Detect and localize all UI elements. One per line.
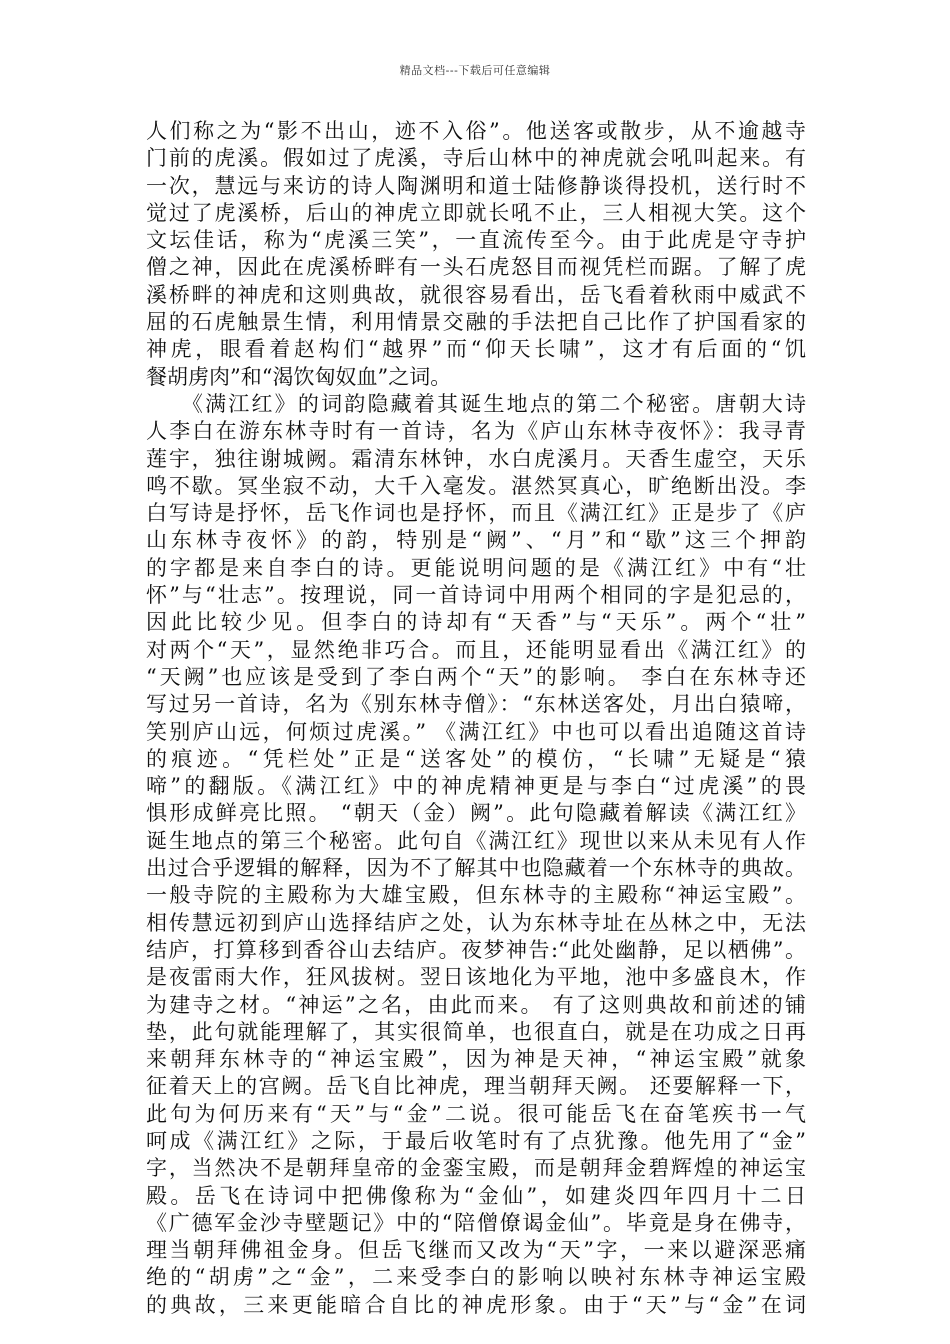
text-line: “天阙”也应该是受到了李白两个“天”的影响。 李白在东林寺还 [146, 664, 806, 689]
page-header: 精品文档---下载后可任意编辑 [399, 64, 551, 77]
text-line: 垫，此句就能理解了，其实很简单，也很直白，就是在功成之日再 [146, 1019, 806, 1044]
text-line: 是夜雷雨大作，狂风拔树。翌日该地化为平地，池中多盛良木，作 [146, 965, 806, 990]
text-line: 此句为何历来有“天”与“金”二说。很可能岳飞在奋笔疾书一气 [146, 1101, 806, 1126]
text-line: 为建寺之材。“神运”之名，由此而来。 有了这则典故和前述的铺 [146, 992, 806, 1017]
text-line: 《广德军金沙寺壁题记》中的“陪僧僚谒金仙”。毕竟是身在佛寺， [146, 1210, 806, 1235]
text-line: 僧之神，因此在虎溪桥畔有一头石虎怒目而视凭栏而踞。了解了虎 [146, 255, 806, 280]
text-line: 写过另一首诗，名为《别东林寺僧》：“东林送客处，月出白猿啼， [146, 692, 806, 717]
text-line: 人李白在游东林寺时有一首诗，名为《庐山东林寺夜怀》：我寻青 [146, 419, 806, 444]
text-line: 惧形成鲜亮比照。 “朝天（金）阙”。此句隐藏着解读《满江红》 [146, 801, 806, 826]
text-line: 觉过了虎溪桥，后山的神虎立即就长吼不止，三人相视大笑。这个 [146, 200, 806, 225]
text-line: 怀”与“壮志”。按理说，同一首诗词中用两个相同的字是犯忌的， [146, 583, 806, 608]
text-line: 《满江红》的词韵隐藏着其诞生地点的第二个秘密。唐朝大诗 [146, 391, 806, 416]
text-line: 白写诗是抒怀，岳飞作词也是抒怀，而且《满江红》正是步了《庐 [146, 501, 806, 526]
text-line: 出过合乎逻辑的解释，因为不了解其中也隐藏着一个东林寺的典故。 [146, 856, 806, 881]
text-line: 神虎，眼看着赵构们“越界”而“仰天长啸”，这才有后面的“饥 [146, 337, 806, 362]
text-line: 来朝拜东林寺的“神运宝殿”，因为神是天神，“神运宝殿”就象 [146, 1047, 806, 1072]
text-line: 文坛佳话，称为“虎溪三笑”，一直流传至今。由于此虎是守寺护 [146, 228, 806, 253]
text-line: 因此比较少见。但李白的诗却有“天香”与“天乐”。两个“壮” [146, 610, 806, 635]
text-line: 人们称之为“影不出山，迹不入俗”。他送客或散步，从不逾越寺 [146, 119, 806, 143]
text-line: 啼”的翻版。《满江红》中的神虎精神更是与李白“过虎溪”的畏 [146, 774, 806, 799]
text-line: 门前的虎溪。假如过了虎溪，寺后山林中的神虎就会吼叫起来。有 [146, 146, 806, 171]
text-line: 诞生地点的第三个秘密。此句自《满江红》现世以来从未见有人作 [146, 828, 806, 853]
text-line: 屈的石虎触景生情，利用情景交融的手法把自己比作了护国看家的 [146, 310, 806, 335]
text-line: 溪桥畔的神虎和这则典故，就很容易看出，岳飞看着秋雨中威武不 [146, 282, 806, 307]
text-line: 结庐，打算移到香谷山去结庐。夜梦神告:“此处幽静，足以栖佛”。 [146, 937, 806, 962]
text-line: 的字都是来自李白的诗。更能说明问题的是《满江红》中有“壮 [146, 555, 806, 580]
text-line: 山东林寺夜怀》的韵，特别是“阙”、“月”和“歇”这三个押韵 [146, 528, 806, 553]
text-line: 呵成《满江红》之际，于最后收笔时有了点犹豫。他先用了“金” [146, 1128, 806, 1153]
document-body [146, 118, 806, 1319]
paragraph-end-line: 餐胡虏肉”和“渴饮匈奴血”之词。 [146, 364, 452, 389]
text-line: 绝的“胡虏”之“金”，二来受李白的影响以映衬东林寺神运宝殿 [146, 1265, 806, 1290]
text-line: 理当朝拜佛祖金身。但岳飞继而又改为“天”字，一来以避深恶痛 [146, 1238, 806, 1263]
text-line: 字，当然决不是朝拜皇帝的金銮宝殿，而是朝拜金碧辉煌的神运宝 [146, 1156, 806, 1181]
text-line: 一次，慧远与来访的诗人陶渊明和道士陆修静谈得投机，送行时不 [146, 173, 806, 198]
text-line: 殿。岳飞在诗词中把佛像称为“金仙”，如建炎四年四月十二日 [146, 1183, 806, 1208]
text-line: 鸣不歇。冥坐寂不动，大千入毫发。湛然冥真心，旷绝断出没。李 [146, 473, 806, 498]
text-line: 相传慧远初到庐山选择结庐之处，认为东林寺址在丛林之中，无法 [146, 910, 806, 935]
text-line: 对两个“天”，显然绝非巧合。而且，还能明显看出《满江红》的 [146, 637, 806, 662]
text-line: 的痕迹。“凭栏处”正是“送客处”的模仿，“长啸”无疑是“猿 [146, 746, 806, 771]
text-line: 莲宇，独往谢城阙。霜清东林钟，水白虎溪月。天香生虚空，天乐 [146, 446, 806, 471]
text-line: 征着天上的宫阙。岳飞自比神虎，理当朝拜天阙。 还要解释一下， [146, 1074, 806, 1099]
text-line: 一般寺院的主殿称为大雄宝殿，但东林寺的主殿称“神运宝殿”。 [146, 883, 806, 908]
text-line: 的典故，三来更能暗合自比的神虎形象。由于“天”与“金”在词 [146, 1292, 806, 1317]
text-line: 笑别庐山远，何烦过虎溪。” 《满江红》中也可以看出追随这首诗 [146, 719, 806, 744]
